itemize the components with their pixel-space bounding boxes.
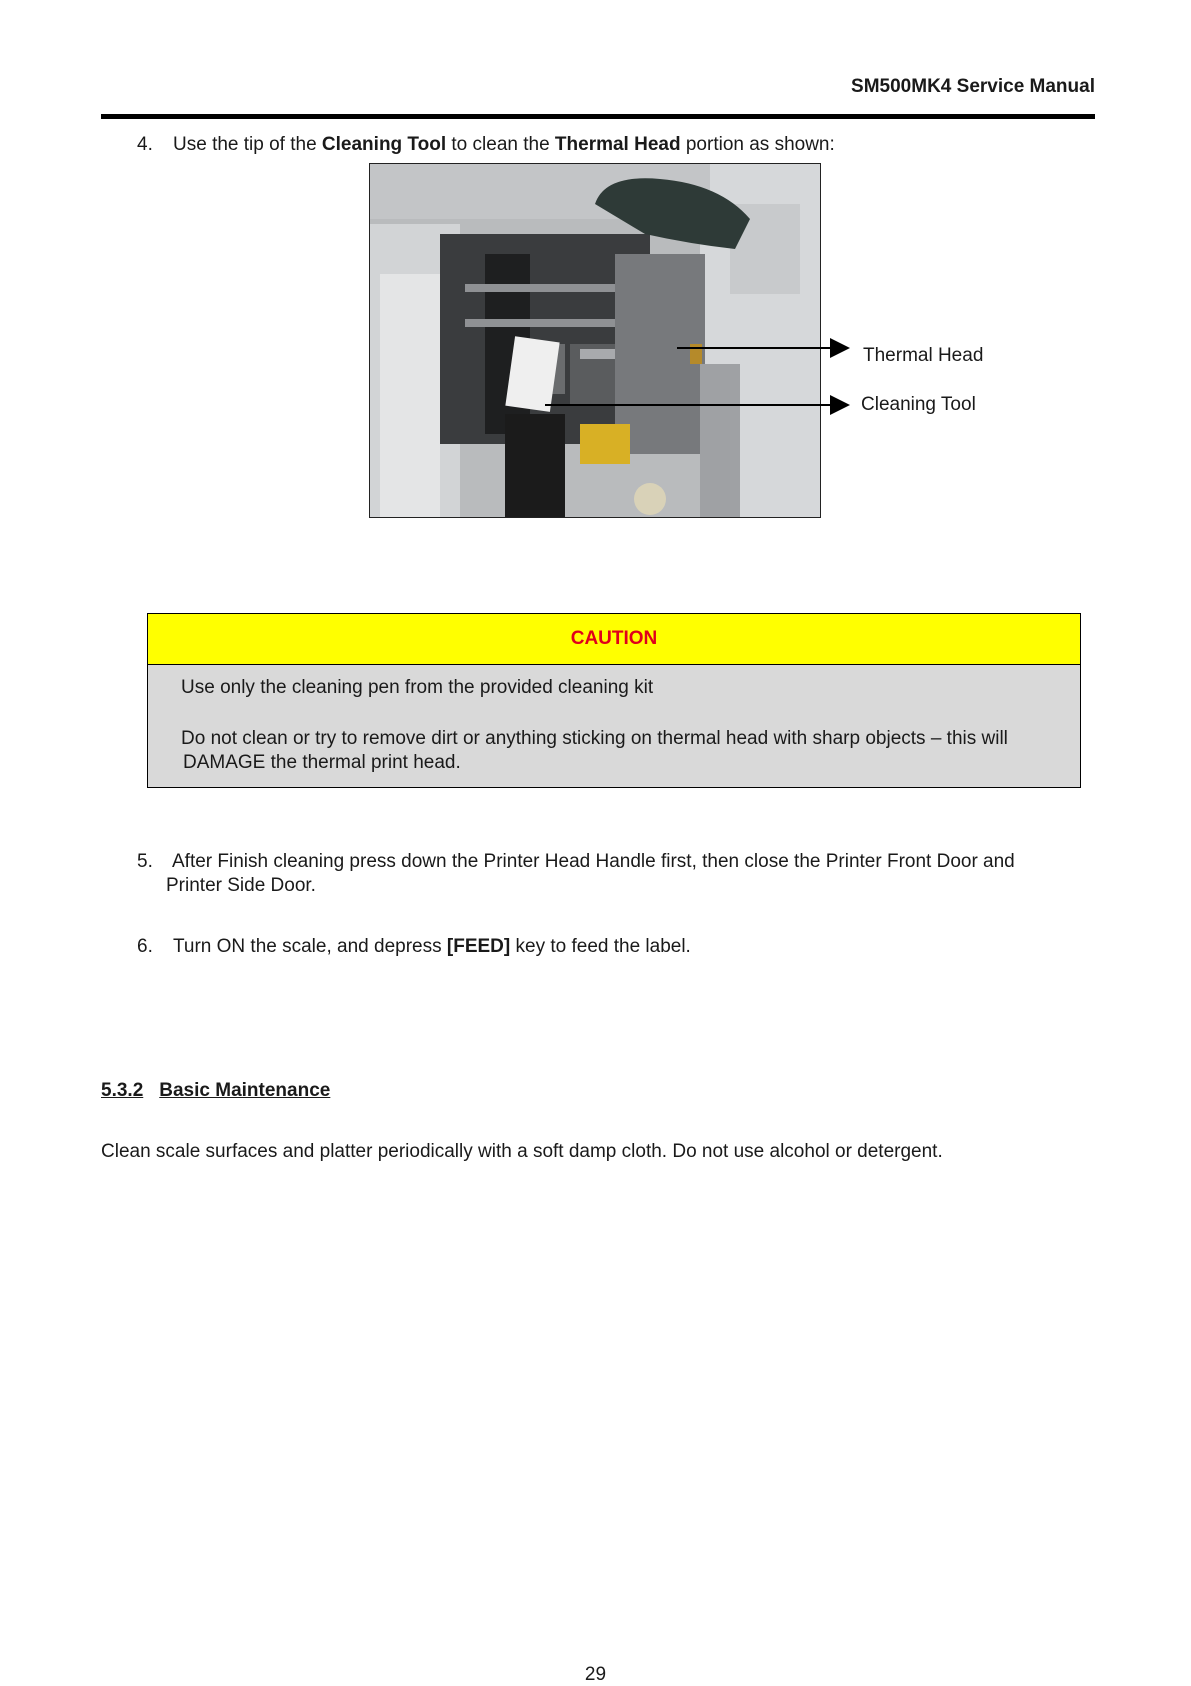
callout-cleaning-tool: Cleaning Tool: [861, 394, 976, 415]
caution-box: [147, 613, 1081, 788]
document-header-title: SM500MK4 Service Manual: [851, 76, 1095, 97]
section-title: Basic Maintenance: [159, 1080, 331, 1101]
step-6: [137, 935, 691, 959]
step-5-line-2: Printer Side Door.: [166, 875, 316, 896]
step-4-text-mid: to clean the: [446, 134, 555, 155]
page-number: 29: [584, 1664, 607, 1685]
step-6-number: 6.: [137, 936, 153, 957]
caution-heading: CAUTION: [148, 614, 1080, 665]
step-4-text-before: Use the tip of the: [173, 134, 322, 155]
step-4-thermal-head: Thermal Head: [554, 134, 681, 155]
caution-line-1: Use only the cleaning pen from the provided cleaning kit: [181, 677, 654, 698]
cleaning-tool-arrow-icon: [830, 395, 850, 415]
callout-thermal-head: Thermal Head: [863, 345, 984, 366]
section-body-text: Clean scale surfaces and platter periodically with a soft damp cloth. Do not use alcohol or detergent.: [101, 1141, 943, 1162]
step-5: [137, 850, 1015, 874]
step-4-text-after: portion as shown:: [680, 134, 835, 155]
step-5-line-1: After Finish cleaning press down the Printer Head Handle first, then close the Printer Front Door and: [172, 851, 1015, 872]
step-5-number: 5.: [137, 851, 153, 872]
step-6-feed-key: [FEED]: [446, 936, 511, 957]
step-6-text-after: key to feed the label.: [510, 936, 691, 957]
section-heading: [101, 1080, 330, 1102]
caution-body: [148, 665, 1080, 787]
step-4-number: 4.: [137, 134, 153, 155]
caution-line-3: DAMAGE the thermal print head.: [183, 752, 461, 773]
step-6-text-before: Turn ON the scale, and depress: [173, 936, 447, 957]
caution-line-2: Do not clean or try to remove dirt or anything sticking on thermal head with sharp objects – this will: [181, 728, 1008, 749]
section-number: 5.3.2: [101, 1080, 144, 1101]
thermal-head-arrow-icon: [830, 338, 850, 358]
step-4-cleaning-tool: Cleaning Tool: [321, 134, 447, 155]
